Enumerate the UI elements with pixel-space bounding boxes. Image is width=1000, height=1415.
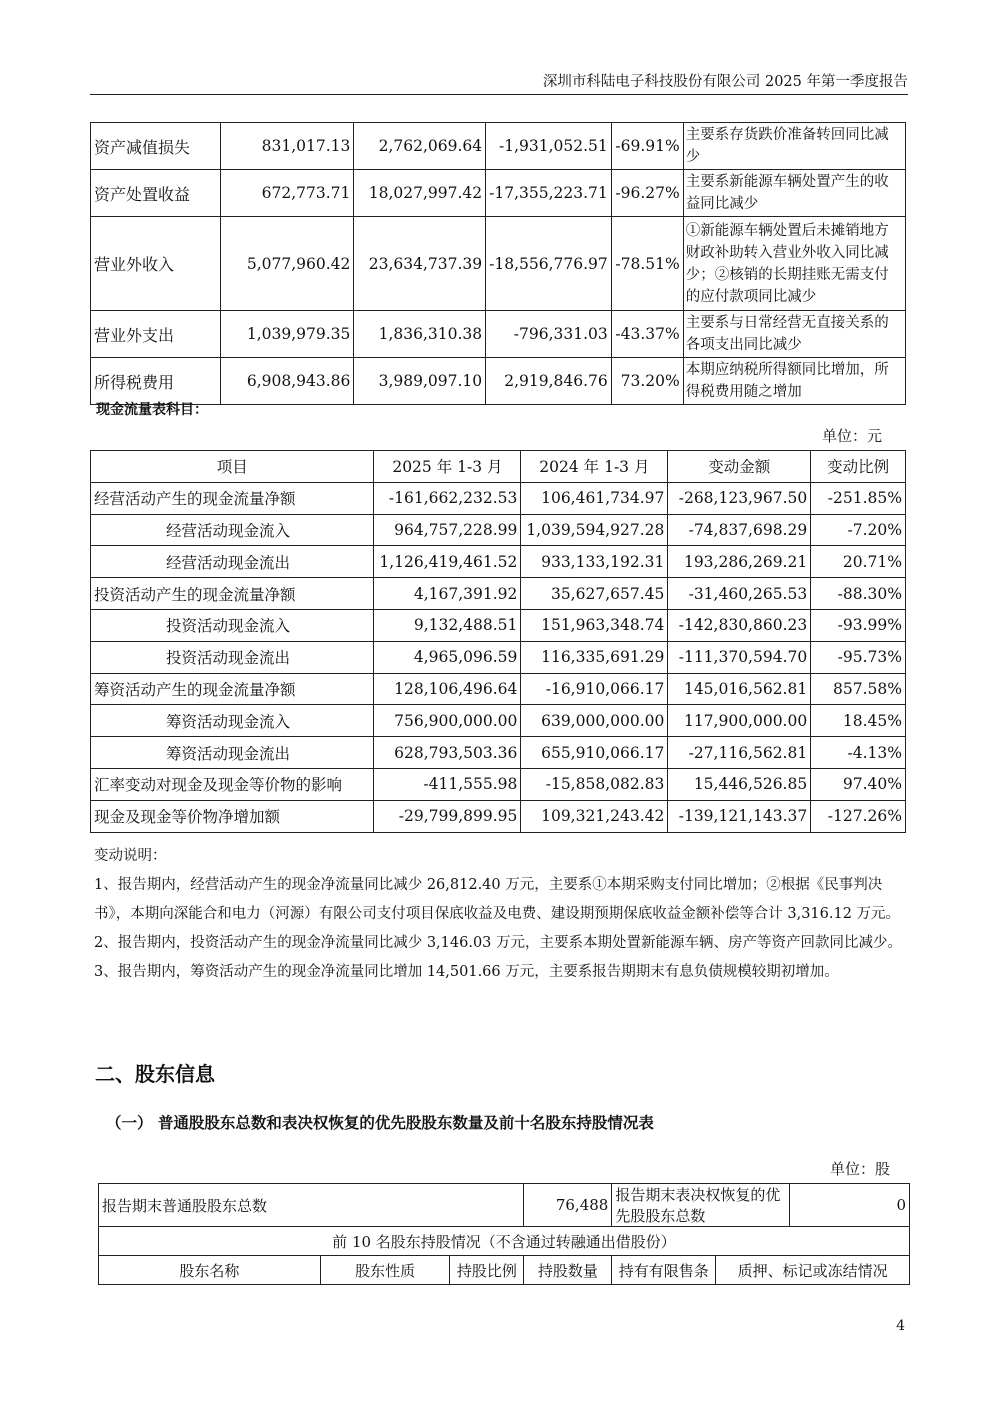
- cashflow-header-row: [91, 451, 906, 483]
- change-amount: -74,837,698.29: [668, 514, 811, 546]
- shareholder-total-row: [99, 1184, 910, 1227]
- income-item-row: [91, 311, 906, 358]
- item-name: 资产减值损失: [91, 123, 221, 170]
- value-change: 2,919,846.76: [486, 358, 612, 405]
- change-reason: 主要系新能源车辆处置产生的收益同比减少: [683, 170, 905, 217]
- page-header: 深圳市科陆电子科技股份有限公司 2025 年第一季度报告: [90, 72, 908, 95]
- cashflow-row: [91, 768, 906, 800]
- col-restricted: 持有有限售条: [612, 1256, 716, 1285]
- value-2024: 655,910,066.17: [521, 737, 668, 769]
- col-share-count: 持股数量: [524, 1256, 612, 1285]
- value-2025: 4,965,096.59: [374, 641, 521, 673]
- value-2025: -161,662,232.53: [374, 482, 521, 514]
- income-item-row: [91, 217, 906, 311]
- cashflow-table: [90, 450, 906, 833]
- value-2025: 4,167,391.92: [374, 578, 521, 610]
- change-ratio: 857.58%: [811, 673, 906, 705]
- value-current: 6,908,943.86: [220, 358, 354, 405]
- cashflow-row: [91, 578, 906, 610]
- value-change: -1,931,052.51: [486, 123, 612, 170]
- cashflow-item: 投资活动现金流入: [91, 609, 374, 641]
- total-value: 76,488: [524, 1184, 612, 1227]
- value-prior: 2,762,069.64: [354, 123, 486, 170]
- value-change: -17,355,223.71: [486, 170, 612, 217]
- value-change-pct: -96.27%: [611, 170, 683, 217]
- note-3: 3、报告期内，筹资活动产生的现金净流量同比增加 14,501.66 万元，主要系报告期期末有息负债规模较期初增加。: [94, 964, 839, 980]
- change-reason: 主要系与日常经营无直接关系的各项支出同比减少: [683, 311, 905, 358]
- cashflow-item: 经营活动现金流出: [91, 546, 374, 578]
- value-change-pct: 73.20%: [611, 358, 683, 405]
- change-amount: 193,286,269.21: [668, 546, 811, 578]
- value-2025: -411,555.98: [374, 768, 521, 800]
- change-ratio: 20.71%: [811, 546, 906, 578]
- cashflow-item: 投资活动产生的现金流量净额: [91, 578, 374, 610]
- col-header-change-amount: 变动金额: [668, 451, 811, 483]
- top10-title: 前 10 名股东持股情况（不含通过转融通出借股份）: [99, 1227, 910, 1256]
- shareholders-table: [98, 1183, 910, 1285]
- col-header-item: 项目: [91, 451, 374, 483]
- change-ratio: -88.30%: [811, 578, 906, 610]
- cashflow-section-label: 现金流量表科目：: [96, 402, 208, 418]
- value-2024: 109,321,243.42: [521, 800, 668, 832]
- change-amount: -27,116,562.81: [668, 737, 811, 769]
- change-amount: 117,900,000.00: [668, 705, 811, 737]
- pref-label: 报告期末表决权恢复的优先股股东总数: [612, 1184, 790, 1227]
- cashflow-row: [91, 673, 906, 705]
- change-amount: -142,830,860.23: [668, 609, 811, 641]
- shareholder-header-row: [99, 1256, 910, 1285]
- cashflow-row: [91, 482, 906, 514]
- cashflow-row: [91, 705, 906, 737]
- change-ratio: -251.85%: [811, 482, 906, 514]
- col-header-change-ratio: 变动比例: [811, 451, 906, 483]
- value-2025: 128,106,496.64: [374, 673, 521, 705]
- value-2024: 1,039,594,927.28: [521, 514, 668, 546]
- value-prior: 1,836,310.38: [354, 311, 486, 358]
- value-2024: 639,000,000.00: [521, 705, 668, 737]
- value-prior: 3,989,097.10: [354, 358, 486, 405]
- change-ratio: -4.13%: [811, 737, 906, 769]
- item-name: 营业外支出: [91, 311, 221, 358]
- cashflow-item: 汇率变动对现金及现金等价物的影响: [91, 768, 374, 800]
- value-2025: 9,132,488.51: [374, 609, 521, 641]
- change-amount: -111,370,594.70: [668, 641, 811, 673]
- note-1: 1、报告期内，经营活动产生的现金净流量同比减少 26,812.40 万元，主要系①本期采购支付同比增加；②根据《民事判决书》，本期向深能合和电力（河源）有限公司支付项目保底收益及电费、建设期预期保底收益金额补偿等合计 3,316.12 万元。: [94, 877, 901, 922]
- value-2024: -15,858,082.83: [521, 768, 668, 800]
- cashflow-item: 筹资活动产生的现金流量净额: [91, 673, 374, 705]
- change-ratio: 97.40%: [811, 768, 906, 800]
- change-amount: 145,016,562.81: [668, 673, 811, 705]
- change-reason: 本期应纳税所得额同比增加，所得税费用随之增加: [683, 358, 905, 405]
- value-current: 5,077,960.42: [220, 217, 354, 311]
- value-change-pct: -43.37%: [611, 311, 683, 358]
- value-change: -18,556,776.97: [486, 217, 612, 311]
- col-shareholder-name: 股东名称: [99, 1256, 321, 1285]
- top10-title-row: [99, 1227, 910, 1256]
- col-shareholder-type: 股东性质: [320, 1256, 450, 1285]
- value-2024: -16,910,066.17: [521, 673, 668, 705]
- value-2025: 1,126,419,461.52: [374, 546, 521, 578]
- change-reason: 主要系存货跌价准备转回同比减少: [683, 123, 905, 170]
- shareholder-unit: 单位：股: [830, 1160, 891, 1178]
- income-item-row: [91, 358, 906, 405]
- item-name: 营业外收入: [91, 217, 221, 311]
- change-ratio: -127.26%: [811, 800, 906, 832]
- cashflow-row: [91, 514, 906, 546]
- cashflow-unit: 单位：元: [822, 427, 883, 445]
- value-2025: 756,900,000.00: [374, 705, 521, 737]
- pref-value: 0: [790, 1184, 910, 1227]
- value-change: -796,331.03: [486, 311, 612, 358]
- cashflow-row: [91, 737, 906, 769]
- value-2025: -29,799,899.95: [374, 800, 521, 832]
- cashflow-item: 筹资活动现金流出: [91, 737, 374, 769]
- col-header-2025: 2025 年 1-3 月: [374, 451, 521, 483]
- subsection-title: （一） 普通股股东总数和表决权恢复的优先股股东数量及前十名股东持股情况表: [106, 1113, 654, 1132]
- col-header-2024: 2024 年 1-3 月: [521, 451, 668, 483]
- cashflow-row: [91, 609, 906, 641]
- col-share-ratio: 持股比例: [450, 1256, 524, 1285]
- change-reason: ①新能源车辆处置后未摊销地方财政补助转入营业外收入同比减少；②核销的长期挂账无需支付的应付款项同比减少: [683, 217, 905, 311]
- cashflow-item: 经营活动产生的现金流量净额: [91, 482, 374, 514]
- change-amount: -139,121,143.37: [668, 800, 811, 832]
- item-name: 资产处置收益: [91, 170, 221, 217]
- change-amount: 15,446,526.85: [668, 768, 811, 800]
- total-label: 报告期末普通股股东总数: [99, 1184, 524, 1227]
- value-current: 672,773.71: [220, 170, 354, 217]
- value-2024: 933,133,192.31: [521, 546, 668, 578]
- value-change-pct: -69.91%: [611, 123, 683, 170]
- cashflow-row: [91, 546, 906, 578]
- col-pledge: 质押、标记或冻结情况: [716, 1256, 910, 1285]
- income-item-row: [91, 170, 906, 217]
- value-prior: 18,027,997.42: [354, 170, 486, 217]
- change-notes: [94, 842, 906, 987]
- value-2024: 106,461,734.97: [521, 482, 668, 514]
- change-ratio: 18.45%: [811, 705, 906, 737]
- cashflow-item: 经营活动现金流入: [91, 514, 374, 546]
- change-amount: -31,460,265.53: [668, 578, 811, 610]
- section-title-shareholders: 二、股东信息: [95, 1062, 215, 1086]
- cashflow-row: [91, 641, 906, 673]
- cashflow-item: 筹资活动现金流入: [91, 705, 374, 737]
- value-change-pct: -78.51%: [611, 217, 683, 311]
- value-current: 831,017.13: [220, 123, 354, 170]
- note-2: 2、报告期内，投资活动产生的现金净流量同比减少 3,146.03 万元，主要系本期处置新能源车辆、房产等资产回款同比减少。: [94, 935, 903, 951]
- notes-title: 变动说明：: [94, 848, 167, 864]
- value-2024: 116,335,691.29: [521, 641, 668, 673]
- change-amount: -268,123,967.50: [668, 482, 811, 514]
- value-prior: 23,634,737.39: [354, 217, 486, 311]
- cashflow-item: 现金及现金等价物净增加额: [91, 800, 374, 832]
- page-number: 4: [896, 1318, 905, 1334]
- cashflow-item: 投资活动现金流出: [91, 641, 374, 673]
- value-2025: 628,793,503.36: [374, 737, 521, 769]
- item-name: 所得税费用: [91, 358, 221, 405]
- cashflow-row: [91, 800, 906, 832]
- income-items-table: [90, 122, 906, 405]
- change-ratio: -7.20%: [811, 514, 906, 546]
- value-2024: 151,963,348.74: [521, 609, 668, 641]
- value-current: 1,039,979.35: [220, 311, 354, 358]
- value-2025: 964,757,228.99: [374, 514, 521, 546]
- change-ratio: -93.99%: [811, 609, 906, 641]
- income-item-row: [91, 123, 906, 170]
- change-ratio: -95.73%: [811, 641, 906, 673]
- value-2024: 35,627,657.45: [521, 578, 668, 610]
